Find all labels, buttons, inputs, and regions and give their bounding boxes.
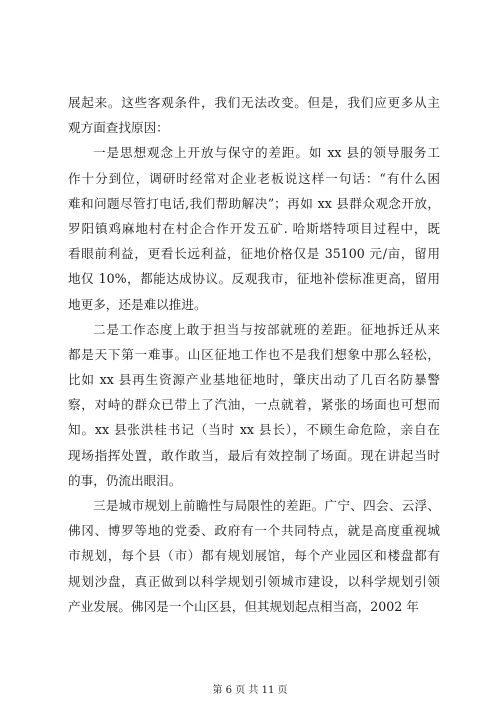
page-footer: 第 6 页 共 11 页 [212,685,288,696]
text-line: 作十分到位，调研时经常对企业老板说这样一句话：“有什么困 [68,170,440,186]
text-line: 罗阳镇鸡麻地村在村企合作开发五矿. 哈斯塔特项目过程中，既 [68,220,440,236]
text-line: 规划沙盘，真正做到以科学规划引领城市建设，以科学规划引领 [68,573,440,589]
text-line: 观方面查找原因： [68,120,169,136]
text-line: 察，对峙的群众已带上了汽油，一点就着，紧张的场面也可想而 [68,397,440,413]
text-line: 市规划，每个县（市）都有规划展馆，每个产业园区和楼盘都有 [68,548,440,564]
paragraph [68,493,440,619]
text-line: 比如 xx 县再生资源产业基地征地时，肇庆出动了几百名防暴警 [68,372,440,388]
paragraph [68,317,440,493]
paragraph [68,140,440,316]
text-line: 知。xx 县张洪桂书记（当时 xx 县长），不顾生命危险，亲自在 [68,422,440,438]
text-line: 的事，仍流出眼泪。 [68,472,182,488]
text-line: 难和问题尽管打电话,我们帮助解决”；再如 xx 县群众观念开放， [68,195,440,211]
text-line: 产业发展。佛冈是一个山区县，但其规划起点相当高，2002 年 [68,598,419,614]
paragraph [68,90,440,140]
text-line: 展起来。这些客观条件，我们无法改变。但是，我们应更多从主 [68,95,440,110]
document-body [68,90,440,619]
text-line: 都是天下第一难事。山区征地工作也不是我们想象中那么轻松， [68,346,440,362]
text-line: 现场指挥处置，敢作敢当，最后有效控制了场面。现在讲起当时 [68,447,440,463]
text-line: 地更多，还是难以推进。 [68,296,207,312]
text-line: 一是思想观念上开放与保守的差距。如 xx 县的领导服务工 [93,145,440,161]
text-line: 看眼前利益，更看长远利益，征地价格仅是 35100 元/亩，留用 [68,246,440,262]
text-line: 佛冈、博罗等地的党委、政府有一个共同特点，就是高度重视城 [68,523,440,539]
text-line: 地仅 10%，都能达成协议。反观我市，征地补偿标准更高，留用 [68,271,440,287]
text-line: 三是城市规划上前瞻性与局限性的差距。广宁、四会、云浮、 [93,498,440,513]
text-line: 二是工作态度上敢于担当与按部就班的差距。征地拆迁从来 [93,321,440,337]
